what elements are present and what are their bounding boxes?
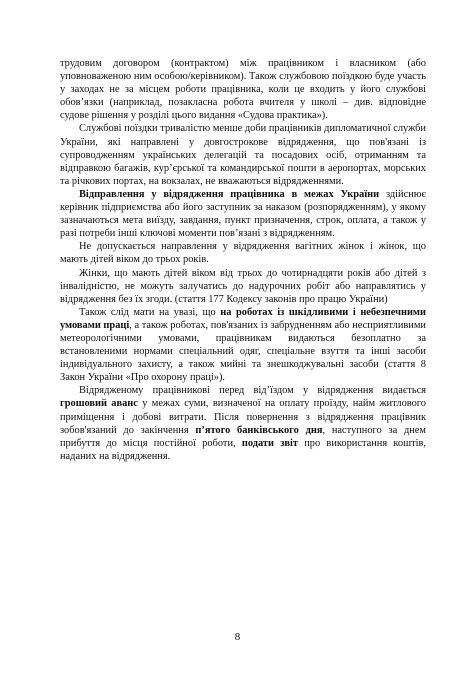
paragraph-7-text-c: , наступного за днем прибуття до місця постійної роботи, — [60, 424, 426, 449]
paragraph-4-text: Не допускається направлення у відрядження вагітних жінок і жінок, що мають дітей віком до трьох років. — [60, 241, 426, 266]
paragraph-7-text-d: про використання коштів, наданих на відрядження. — [60, 437, 427, 462]
paragraph-3-text: здійснює керівник підприємства або його заступник за наказом (розпорядженням), у якому зазначаються мета виїзду, завдання, пункт призначення, строк, оплата, а також у разі потреби інші ключові моменти пов’язані з відрядженням. — [60, 188, 426, 240]
paragraph-7-text-b: у межах суми, визначеної на оплату проїзду, найм житлового приміщення і добові витрати. Після повернення з відрядження працівник зобов'язаний до закінчення — [60, 398, 426, 436]
paragraph-7-bold-advance: грошовий аванс — [60, 398, 138, 410]
paragraph-2-text: Службові поїздки тривалістю менше доби працівників дипломатичної служби України, які направлені у довгострокове відрядження, що пов'язані із супроводженням українських делегацій та посадових осіб, отриманням та відправкою багажів, кур’єрської та командирської пошти в аеропортах, морських та річкових портах, на вокзалах, не вважаються відрядженнями. — [60, 123, 426, 187]
paragraph-3-bold-heading: Відправлення у відрядження працівника в межах України — [79, 188, 380, 200]
page-body — [60, 57, 426, 463]
paragraph-1-text: трудовим договором (контрактом) між працівником і власником (або уповноваженою ним особою/керівником). Також службовою поїздкою буде участь у заходах не за місцем роботи працівника, коли це входить у його службові обов’язки (наприклад, позакласна робота вчителя у школі – див. відповідне судове рішення у розділі цього видання «Судова практика»). — [60, 58, 426, 122]
paragraph-6 — [60, 306, 426, 385]
paragraph-5-text: Жінки, що мають дітей віком від трьох до чотирнадцяти років або дітей з інвалідністю, не можуть залучатись до надурочних робіт або направлятись у відрядження без їх згоди. (стаття 177 Кодексу законів про працю України) — [60, 267, 426, 305]
paragraph-4 — [60, 240, 426, 266]
paragraph-7-text-a: Відрядженому працівникові перед від’їздом у відрядження видається — [79, 385, 426, 397]
paragraph-7-bold-report: подати звіт — [241, 437, 299, 449]
paragraph-5 — [60, 267, 426, 306]
paragraph-3 — [60, 188, 426, 240]
paragraph-2 — [60, 122, 426, 187]
paragraph-7-bold-deadline: п’ятого банківського дня — [195, 424, 323, 436]
paragraph-6-text-a: Також слід мати на увазі, що — [79, 306, 221, 318]
page-number: 8 — [234, 631, 241, 643]
paragraph-6-bold: на роботах із шкідливими і небезпечними умовами праці — [60, 306, 427, 331]
paragraph-6-text-b: , а також роботах, пов'язаних із забрудненням або несприятливими метеорологічними умовами, працівникам видаються безоплатно за встановленими нормами спеціальний одяг, спеціальне взуття та інші засоби індивідуального захисту, а також мийні та знешкоджувальні засоби (стаття 8 Закон України «Про охорону праці»). — [60, 319, 426, 384]
paragraph-7 — [60, 384, 426, 463]
paragraph-1 — [60, 57, 426, 122]
